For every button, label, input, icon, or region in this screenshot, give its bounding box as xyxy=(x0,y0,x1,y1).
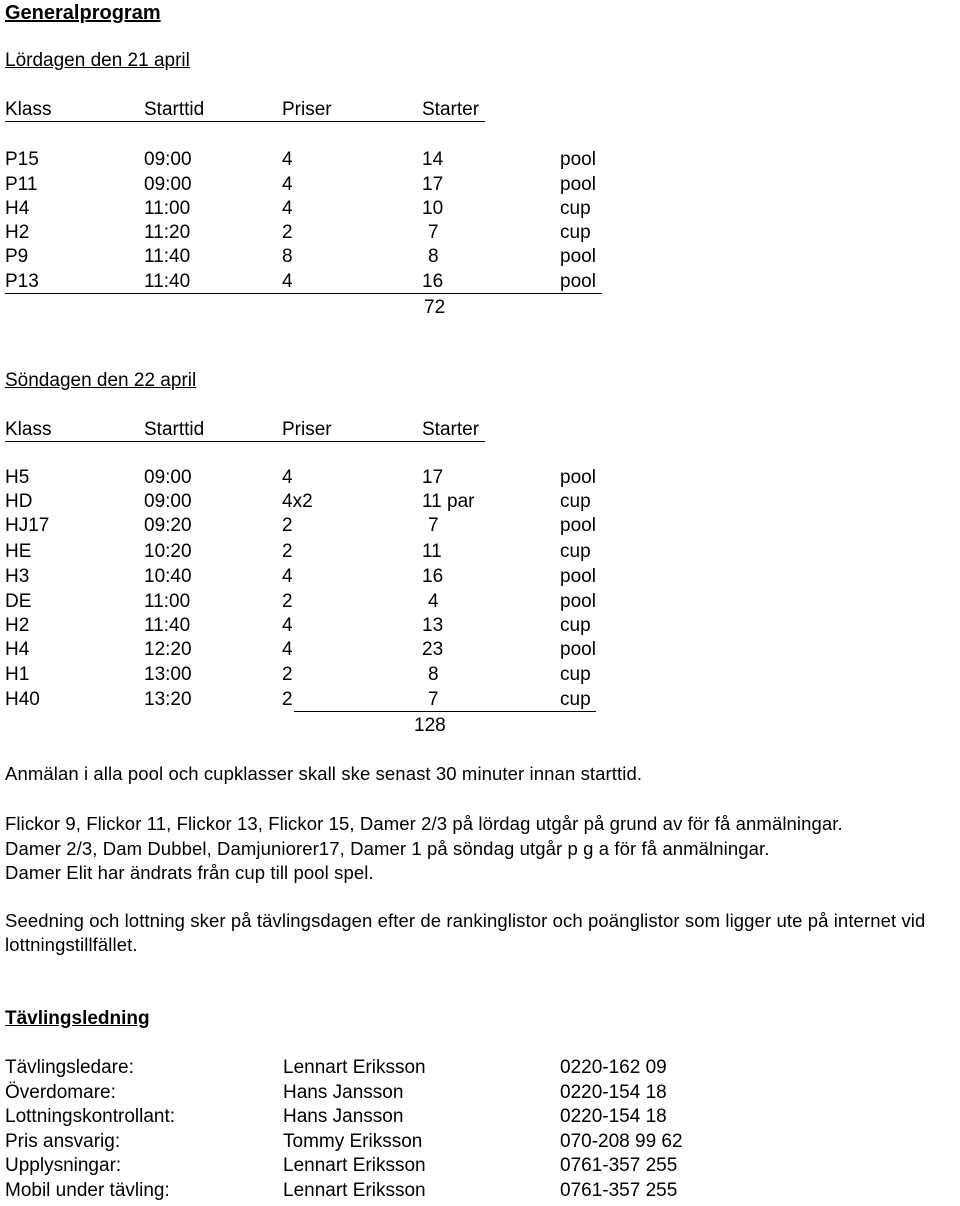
sat-header-starttid: Starttid xyxy=(144,99,205,120)
page-title: Generalprogram xyxy=(5,2,161,24)
phone-number: 0761-357 255 xyxy=(560,1155,678,1176)
sun-row-starter: 13 xyxy=(422,615,444,636)
sat-row-starter: 14 xyxy=(422,149,444,170)
sat-row-klass: P11 xyxy=(5,174,38,195)
sun-row-starter: 11 par xyxy=(422,491,475,512)
sun-row-starttid: 09:00 xyxy=(144,467,192,488)
sun-row-starttid: 13:00 xyxy=(144,664,192,685)
sat-row-priser: 2 xyxy=(282,222,293,243)
sun-total-rule xyxy=(294,711,596,712)
phone-number: 0220-154 18 xyxy=(560,1082,667,1103)
sun-row-priser: 4 xyxy=(282,639,293,660)
person-name: Hans Jansson xyxy=(283,1082,404,1103)
sat-row-klass: P15 xyxy=(5,149,39,170)
sat-row-format: cup xyxy=(560,222,591,243)
sun-header-klass: Klass xyxy=(5,419,52,440)
person-name: Lennart Eriksson xyxy=(283,1155,426,1176)
sun-row-format: cup xyxy=(560,615,591,636)
sun-row-starter: 17 xyxy=(422,467,444,488)
sun-row-priser: 2 xyxy=(282,515,293,536)
sun-row-format: cup xyxy=(560,689,591,710)
sun-row-starttid: 10:40 xyxy=(144,566,192,587)
sun-row-starter: 4 xyxy=(428,591,439,612)
sun-row-starter: 23 xyxy=(422,639,444,660)
person-name: Lennart Eriksson xyxy=(283,1180,426,1201)
sat-row-priser: 4 xyxy=(282,271,293,292)
sat-row-starter: 17 xyxy=(422,174,444,195)
sat-row-priser: 4 xyxy=(282,149,293,170)
sun-row-priser: 2 xyxy=(282,541,293,562)
sat-row-format: pool xyxy=(560,174,596,195)
sun-row-priser: 4 xyxy=(282,615,293,636)
cancel-note-1: Flickor 9, Flickor 11, Flickor 13, Flickor 15, Damer 2/3 på lördag utgår på grund av för få anmälningar. xyxy=(5,813,843,834)
sun-row-starttid: 09:00 xyxy=(144,491,192,512)
role-label: Pris ansvarig: xyxy=(5,1131,121,1152)
sun-row-klass: H40 xyxy=(5,689,40,710)
sunday-heading: Söndagen den 22 april xyxy=(5,370,197,391)
sun-row-format: pool xyxy=(560,566,596,587)
sat-header-starter: Starter xyxy=(422,99,480,120)
sat-row-klass: P9 xyxy=(5,246,29,267)
sat-row-starter: 16 xyxy=(422,271,444,292)
sun-row-klass: DE xyxy=(5,591,32,612)
sat-row-priser: 4 xyxy=(282,198,293,219)
sun-row-priser: 4 xyxy=(282,566,293,587)
sun-row-format: cup xyxy=(560,664,591,685)
sat-row-format: pool xyxy=(560,271,596,292)
sun-row-starter: 11 xyxy=(422,541,442,562)
sun-row-klass: HD xyxy=(5,491,33,512)
sat-row-starttid: 09:00 xyxy=(144,174,192,195)
sun-row-klass: H1 xyxy=(5,664,30,685)
sun-row-format: cup xyxy=(560,541,591,562)
sun-row-klass: HJ17 xyxy=(5,515,50,536)
sun-row-format: pool xyxy=(560,639,596,660)
sat-row-starttid: 09:00 xyxy=(144,149,192,170)
sat-header-priser: Priser xyxy=(282,99,332,120)
sun-row-format: pool xyxy=(560,591,596,612)
person-name: Tommy Eriksson xyxy=(283,1131,423,1152)
sat-row-starter: 7 xyxy=(428,222,439,243)
sun-row-starttid: 10:20 xyxy=(144,541,192,562)
sat-row-klass: H2 xyxy=(5,222,30,243)
sun-row-starter: 8 xyxy=(428,664,439,685)
sat-header-klass: Klass xyxy=(5,99,52,120)
role-label: Överdomare: xyxy=(5,1082,116,1103)
sat-header-rule xyxy=(5,121,485,122)
sat-row-format: cup xyxy=(560,198,591,219)
saturday-heading: Lördagen den 21 april xyxy=(5,50,190,71)
sat-total-rule xyxy=(5,293,602,294)
sat-row-priser: 4 xyxy=(282,174,293,195)
sun-header-starttid: Starttid xyxy=(144,419,205,440)
phone-number: 0761-357 255 xyxy=(560,1180,678,1201)
sun-row-priser: 2 xyxy=(282,689,293,710)
sun-row-priser: 4 xyxy=(282,467,293,488)
sun-row-klass: HE xyxy=(5,541,32,562)
cancel-note-3: Damer Elit har ändrats från cup till pool spel. xyxy=(5,862,374,883)
sat-row-starttid: 11:00 xyxy=(144,198,191,219)
sun-row-starttid: 12:20 xyxy=(144,639,192,660)
sun-row-starter: 16 xyxy=(422,566,444,587)
sat-row-priser: 8 xyxy=(282,246,293,267)
registration-note: Anmälan i alla pool och cupklasser skall ske senast 30 minuter innan starttid. xyxy=(5,763,643,784)
role-label: Upplysningar: xyxy=(5,1155,122,1176)
sun-row-priser: 2 xyxy=(282,664,293,685)
sun-header-priser: Priser xyxy=(282,419,332,440)
sun-row-klass: H3 xyxy=(5,566,30,587)
sun-row-klass: H4 xyxy=(5,639,30,660)
seeding-note: Seedning och lottning sker på tävlingsdagen efter de rankinglistor och poänglistor som ligger ute på internet vid lottningstillfället. xyxy=(5,910,926,955)
sat-row-format: pool xyxy=(560,246,596,267)
sat-row-klass: H4 xyxy=(5,198,30,219)
sun-row-starttid: 11:00 xyxy=(144,591,191,612)
phone-number: 0220-162 09 xyxy=(560,1057,667,1078)
sat-row-starter: 10 xyxy=(422,198,444,219)
sat-total: 72 xyxy=(424,297,446,318)
sun-row-klass: H2 xyxy=(5,615,30,636)
sat-row-format: pool xyxy=(560,149,596,170)
sat-row-starter: 8 xyxy=(428,246,439,267)
management-heading: Tävlingsledning xyxy=(5,1008,150,1029)
sat-row-starttid: 11:40 xyxy=(144,246,191,267)
sun-row-priser: 4x2 xyxy=(282,491,313,512)
person-name: Hans Jansson xyxy=(283,1106,404,1127)
sun-row-starttid: 11:40 xyxy=(144,615,191,636)
sun-row-starter: 7 xyxy=(428,515,439,536)
sat-row-klass: P13 xyxy=(5,271,39,292)
phone-number: 0220-154 18 xyxy=(560,1106,667,1127)
role-label: Mobil under tävling: xyxy=(5,1180,170,1201)
role-label: Tävlingsledare: xyxy=(5,1057,134,1078)
phone-number: 070-208 99 62 xyxy=(560,1131,683,1152)
sun-header-starter: Starter xyxy=(422,419,480,440)
sun-row-starttid: 09:20 xyxy=(144,515,192,536)
cancel-note-2: Damer 2/3, Dam Dubbel, Damjuniorer17, Damer 1 på söndag utgår p g a för få anmälningar. xyxy=(5,838,770,859)
sun-row-klass: H5 xyxy=(5,467,30,488)
sat-row-starttid: 11:40 xyxy=(144,271,191,292)
sun-row-format: cup xyxy=(560,491,591,512)
person-name: Lennart Eriksson xyxy=(283,1057,426,1078)
sun-header-rule xyxy=(5,441,485,442)
sun-total: 128 xyxy=(414,715,446,736)
sun-row-format: pool xyxy=(560,515,596,536)
role-label: Lottningskontrollant: xyxy=(5,1106,176,1127)
sun-row-format: pool xyxy=(560,467,596,488)
sun-row-starttid: 13:20 xyxy=(144,689,192,710)
sun-row-starter: 7 xyxy=(428,689,439,710)
sun-row-priser: 2 xyxy=(282,591,293,612)
sat-row-starttid: 11:20 xyxy=(144,222,191,243)
